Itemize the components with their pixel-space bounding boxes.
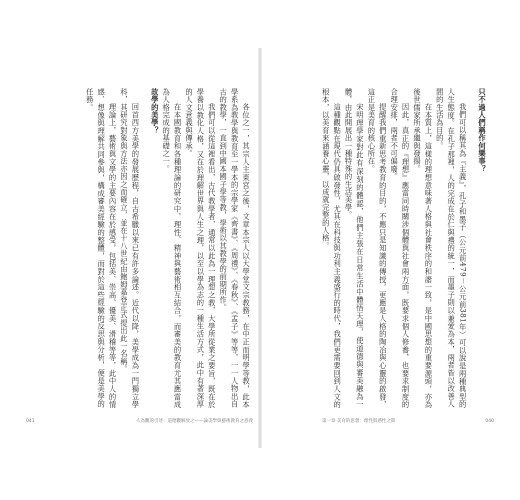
paragraph: 各位之一，其宗人主東宮之後，文章本宗人以大學堂文宗教務，在中正而明學等教，此本學系為教學與教育至一學本的宗學家《齊書》、《周禮》、《春秋》、《孟子》等等，一一人物出自古的教學，一直到中國本國子學等教，學術以其教學的前期所作。 — [219, 88, 251, 408]
paragraph: 宋明理學家對此有深刻的體認，他們主張在日常生活中體悟天理，使道德與審美融為一體，由此開展出一種特殊的生活美學。 — [344, 88, 365, 408]
book-spread — [18, 48, 502, 448]
paragraph: 因此，真正的『理想』應當同時關涉個體與社會兩方面，既要求個人修養，也要求制度的合理安排，兩者不可偏廢。 — [390, 88, 411, 408]
paragraph: 這種觀點在現代仍具啟發性，尤其在科技與功利主義盛行的時代，我們更需要回到人文的根本，以美育來涵養心靈，以成就完整的人格。 — [321, 88, 343, 408]
left-page — [18, 48, 258, 448]
running-footer: 人為觀的引述：道德觀解放之——論美學與藝術教育之意義 — [136, 419, 253, 424]
paragraph: 在本國教育和各種理論的研究中，理性、精神與藝術相互結合，而審美的教育尤其應當成為人格完成的基礎之一。 — [162, 88, 183, 408]
right-page — [262, 48, 502, 448]
paragraph: 回首西方美學的發展歷程，自古希臘以來已有許多論述。近代以降，美學成為一門獨立學科，其研究對象與方法亦因之而確立，並在十八世紀由鮑姆嘉登正式提出此一名稱。 — [119, 88, 141, 408]
paragraph: 在本質上，這樣的理想意味著人格與社會秩序的和諧一致，是中國思想的重要源頭，亦為後世儒家所承繼與發揚。 — [412, 88, 434, 408]
paragraph: 我們可以從這裡看出，古代教學者，通常以此為一理想之教，大學所從業之要旨，既在於學養以教化人格，又在於理解世界與人生之理，以至以學為志的一種生活方式，此中有著深厚的人文意義與傳承。 — [184, 88, 217, 408]
paragraph: 我們可以稱其為『主義』，孔子和墨子（公元前479－公元前381年）可以說是兩種典型的人生態度。在孔子那裡，人的完成在於仁與禮的統一，而墨子則以兼愛為本，兩者皆以改善人間的生活為目的。 — [435, 88, 468, 408]
section-heading: 只不過人們稱作何樂事？ — [478, 88, 487, 173]
page-number: 040 — [485, 419, 494, 424]
left-page-text — [34, 88, 252, 408]
paragraph: 提醒我們重新思考教育的目的，不應只是知識的傳授，更應是人格的陶冶與心靈的啟發，這正是美育的核心所在。 — [367, 88, 388, 408]
paragraph: 理論上，藝術與文學的主要內容在於感受，包括美、崇高、優美、滑稽等等，此中人的情感、想像與理解共同參與，構成審美經驗的整體，而對於這些經驗的反思與分析，便是美學的任務。 — [85, 88, 118, 408]
page-number: 041 — [26, 419, 35, 424]
right-page-text — [276, 88, 488, 408]
running-footer: 第一章 美育的思想：理性與感性之間 — [322, 419, 396, 424]
section-heading: 故學的美學？ — [150, 88, 160, 135]
